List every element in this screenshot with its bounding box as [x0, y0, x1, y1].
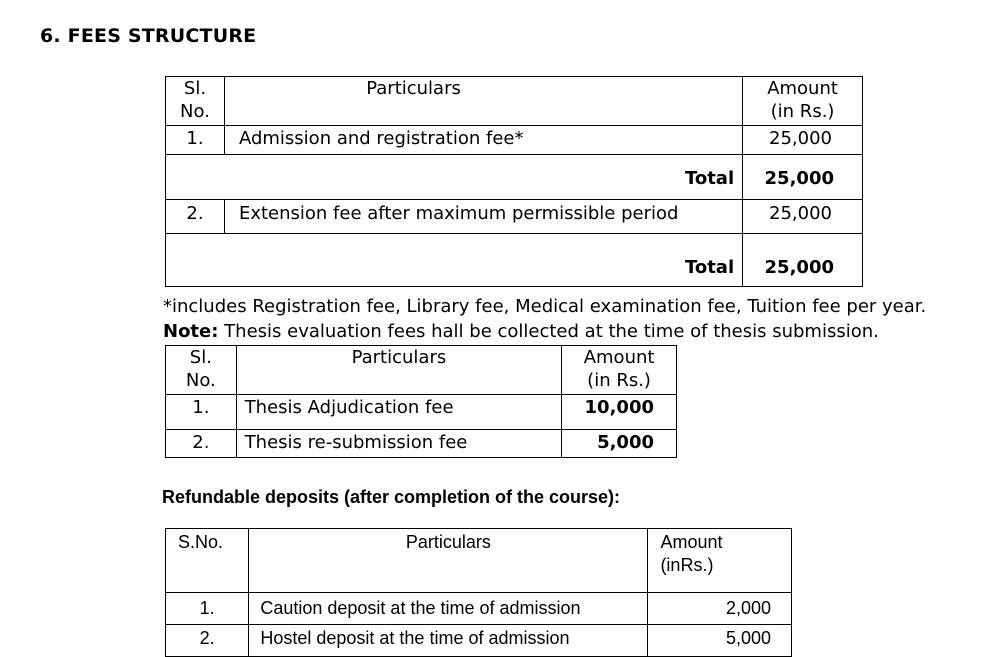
- total-row: [166, 155, 863, 200]
- row-amount: 25,000: [743, 200, 863, 234]
- row-particulars: Thesis Adjudication fee: [236, 395, 561, 430]
- row-sl: 1.: [166, 126, 225, 155]
- header-sl: Sl.: [183, 78, 207, 99]
- row-amount: 2,000: [648, 593, 792, 625]
- row-amount: 10,000: [562, 395, 677, 430]
- total-label: Total: [166, 234, 743, 287]
- row-particulars: Thesis re-submission fee: [236, 430, 561, 458]
- row-particulars: Hostel deposit at the time of admission: [249, 625, 648, 657]
- header-sl-no: [166, 77, 225, 126]
- row-sl: 2.: [166, 200, 225, 234]
- row-sl: 1.: [166, 593, 249, 625]
- total-label: Total: [166, 155, 743, 200]
- footnote: *includes Registration fee, Library fee, Medical examination fee, Tuition fee per year.: [163, 296, 927, 317]
- header-no: No.: [180, 101, 210, 122]
- header-particulars-label: Particulars: [366, 78, 461, 99]
- header-amount-label: Amount: [767, 78, 838, 99]
- row-sl: 2.: [166, 625, 249, 657]
- header-amount-label: Amount: [583, 347, 655, 368]
- row-amount: 25,000: [743, 126, 863, 155]
- header-sno: S.No.: [166, 529, 249, 593]
- table-row: [166, 430, 677, 458]
- table-header-row: [166, 77, 863, 126]
- table-header-row: [166, 529, 792, 593]
- header-particulars-label: Particulars: [351, 347, 447, 368]
- header-amount: [562, 346, 677, 395]
- header-particulars: [224, 77, 742, 126]
- header-no: No.: [185, 370, 216, 391]
- header-amount-unit: (inRs.): [660, 555, 714, 575]
- refundable-heading: Refundable deposits (after completion of the course):: [162, 487, 621, 507]
- table-row: [166, 395, 677, 430]
- note-label: Note:: [163, 321, 219, 342]
- header-amount-unit: (in Rs.): [587, 370, 651, 391]
- note-text: Thesis evaluation fees hall be collected at the time of thesis submission.: [218, 321, 879, 342]
- row-particulars: Caution deposit at the time of admission: [249, 593, 648, 625]
- thesis-fees-table: [165, 345, 677, 458]
- total-amount: 25,000: [743, 155, 863, 200]
- refundable-deposits-table: [165, 528, 792, 657]
- table-row: [166, 200, 863, 234]
- table-header-row: [166, 346, 677, 395]
- row-particulars: Extension fee after maximum permissible period: [224, 200, 742, 234]
- table-row: [166, 126, 863, 155]
- total-row: [166, 234, 863, 287]
- row-particulars: Admission and registration fee*: [224, 126, 742, 155]
- note: [163, 319, 879, 344]
- row-amount: 5,000: [648, 625, 792, 657]
- row-sl: 1.: [166, 395, 237, 430]
- total-amount: 25,000: [743, 234, 863, 287]
- fees-table: [165, 76, 863, 287]
- row-amount: 5,000: [562, 430, 677, 458]
- header-amount: [648, 529, 792, 593]
- header-amount-unit: (in Rs.): [770, 101, 835, 122]
- header-particulars: [236, 346, 561, 395]
- header-sl-no: [166, 346, 237, 395]
- header-sl: Sl.: [189, 347, 212, 368]
- table-row: [166, 625, 792, 657]
- table-row: [166, 593, 792, 625]
- section-heading: 6. FEES STRUCTURE: [40, 25, 257, 47]
- header-amount: [743, 77, 863, 126]
- header-particulars: Particulars: [249, 529, 648, 593]
- header-amount-label: Amount: [660, 532, 723, 552]
- row-sl: 2.: [166, 430, 237, 458]
